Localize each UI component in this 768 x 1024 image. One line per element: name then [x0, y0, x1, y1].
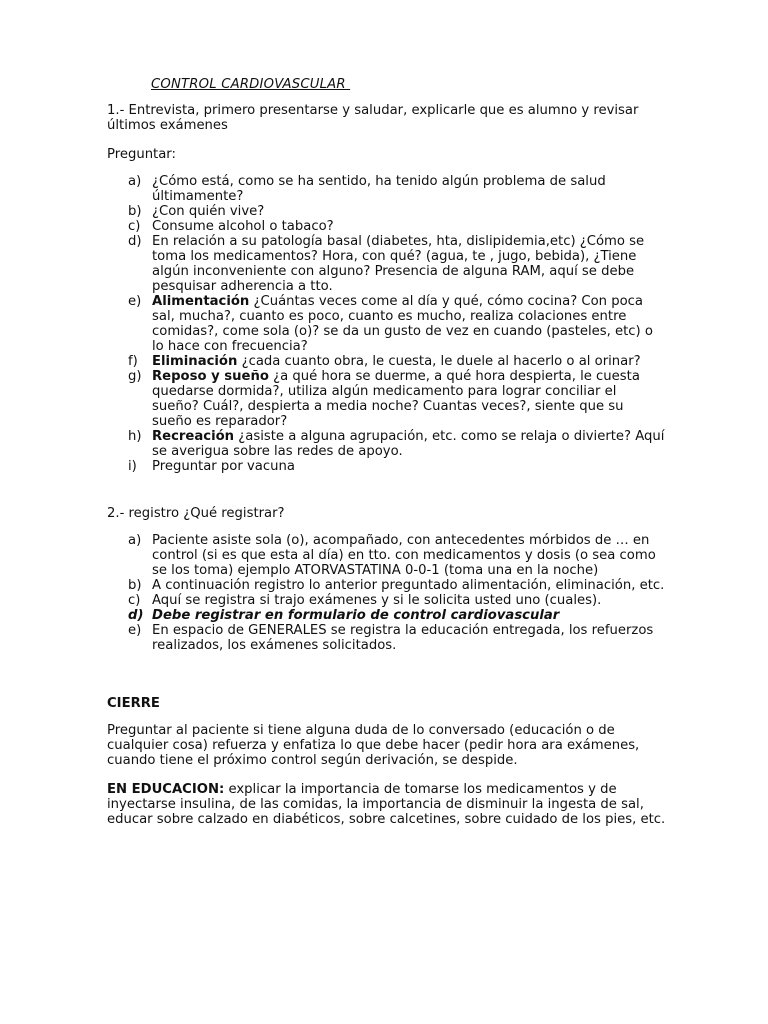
list-item	[107, 219, 667, 234]
list-marker: b)	[128, 204, 142, 219]
list-item	[107, 533, 667, 578]
list-item	[107, 294, 667, 354]
list-item	[107, 234, 667, 294]
registro-heading: 2.- registro ¿Qué registrar?	[107, 506, 285, 521]
list-item	[107, 608, 667, 623]
list-marker: h)	[128, 429, 142, 444]
cierre-heading: CIERRE	[107, 696, 160, 711]
list-item	[107, 174, 667, 204]
list-item	[107, 623, 667, 653]
educacion-text: explicar la importancia de tomarse los medicamentos y de inyectarse insulina, de las comidas, la importancia de disminuir la ingesta de sal, educar sobre calzado en diabéticos, sobre calcetines, sobre cuidado de los pies, etc.	[107, 782, 666, 827]
list-marker: a)	[128, 174, 142, 189]
list-marker: d)	[128, 608, 144, 623]
list-marker: g)	[128, 369, 142, 384]
list-item-bold-label: Eliminación	[152, 354, 238, 369]
list-item-bold-label: Reposo y sueño	[152, 369, 269, 384]
list-item-text: ¿cada cuanto obra, le cuesta, le duele al hacerlo o al orinar?	[237, 354, 641, 369]
list-marker: d)	[128, 234, 142, 249]
registro-list	[107, 533, 667, 653]
list-item	[107, 459, 667, 474]
preguntar-label: Preguntar:	[107, 147, 176, 162]
questions-list	[107, 174, 667, 474]
list-item-bold-label: Alimentación	[152, 294, 250, 309]
list-item-text: Preguntar por vacuna	[152, 459, 295, 474]
cierre-paragraph: Preguntar al paciente si tiene alguna duda de lo conversado (educación o de cualquier cosa) refuerza y enfatiza lo que debe hacer (pedir hora ara exámenes, cuando tiene el próximo control según derivación, se despide.	[107, 723, 640, 768]
list-item	[107, 204, 667, 219]
list-item	[107, 369, 667, 429]
list-item-text: A continuación registro lo anterior preguntado alimentación, eliminación, etc.	[152, 578, 665, 593]
list-marker: e)	[128, 623, 142, 638]
list-marker: i)	[128, 459, 137, 474]
list-item-text: ¿a qué hora se duerme, a qué hora despierta, le cuesta quedarse dormida?, utiliza algún medicamento para lograr conciliar el sueño? Cuál?, despierta a media noche? Cuantas veces?, siente que su sueño es reparador?	[152, 369, 640, 429]
list-item-text: En relación a su patología basal (diabetes, hta, dislipidemia,etc) ¿Cómo se toma los medicamentos? Hora, con qué? (agua, te , jugo, bebida), ¿Tiene algún inconveniente con alguno? Presencia de alguna RAM, aquí se debe pesquisar adherencia a tto.	[152, 234, 645, 294]
list-item-bold-label: Recreación	[152, 429, 235, 444]
list-item-text: Aquí se registra si trajo exámenes y si le solicita usted uno (cuales).	[152, 593, 602, 608]
list-item-text: ¿Con quién vive?	[152, 204, 265, 219]
list-item	[107, 578, 667, 593]
list-marker: e)	[128, 294, 142, 309]
list-marker: a)	[128, 533, 142, 548]
list-marker: b)	[128, 578, 142, 593]
educacion-label: EN EDUCACION:	[107, 782, 225, 797]
list-item-text: Paciente asiste sola (o), acompañado, con antecedentes mórbidos de … en control (si es que esta al día) en tto. con medicamentos y dosis (o sea como se los toma) ejemplo ATORVASTATINA 0-0-1 (toma una en la noche)	[152, 533, 656, 578]
list-marker: c)	[128, 593, 141, 608]
list-item	[107, 354, 667, 369]
list-item	[107, 593, 667, 608]
list-item-text: Debe registrar en formulario de control cardiovascular	[152, 608, 560, 623]
list-item-text: Consume alcohol o tabaco?	[152, 219, 334, 234]
list-item-text: ¿asiste a alguna agrupación, etc. como se relaja o divierte? Aquí se averigua sobre las redes de apoyo.	[152, 429, 665, 459]
list-item-text: ¿Cómo está, como se ha sentido, ha tenido algún problema de salud últimamente?	[152, 174, 606, 204]
educacion-paragraph	[107, 782, 667, 827]
list-item	[107, 429, 667, 459]
list-marker: c)	[128, 219, 141, 234]
list-marker: f)	[128, 354, 138, 369]
document-title: CONTROL CARDIOVASCULAR	[151, 77, 351, 92]
intro-paragraph: 1.- Entrevista, primero presentarse y saludar, explicarle que es alumno y revisar últimos exámenes	[107, 103, 639, 133]
list-item-text: ¿Cuántas veces come al día y qué, cómo cocina? Con poca sal, mucha?, cuanto es poco, cuanto es mucho, realiza colaciones entre comidas?, come sola (o)? se da un gusto de vez en cuando (pasteles, etc) o lo hace con frecuencia?	[152, 294, 653, 354]
list-item-text: En espacio de GENERALES se registra la educación entregada, los refuerzos realizados, los exámenes solicitados.	[152, 623, 654, 653]
